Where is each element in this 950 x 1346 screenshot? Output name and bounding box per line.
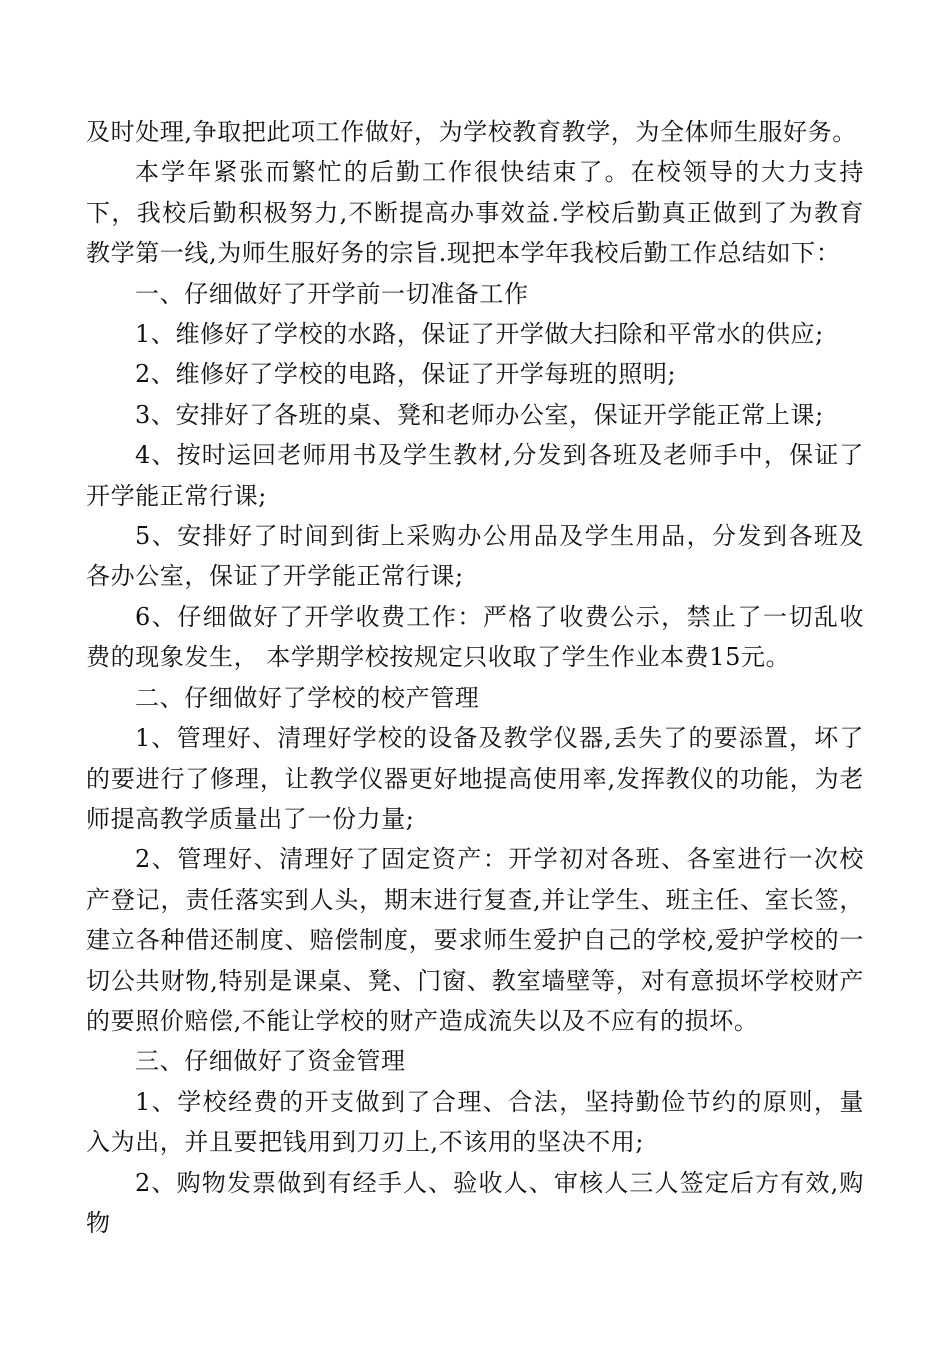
section-heading-3: 三、仔细做好了资金管理 xyxy=(135,1047,406,1076)
list-item-2-2: 2、管理好、清理好了固定资产：开学初对各班、各室进行一次校产登记，责任落实到人头，期末进行复查,并让学生、班主任、室长签，建立各种借还制度、赔偿制度，要求师生爱护自己的学校,爱护学校的一切公共财物,特别是课桌、凳、门窗、教室墙壁等，对有意损坏学校财产的要照价赔偿,不能让学校的财产造成流失以及不应有的损坏。 xyxy=(86,845,864,1035)
list-item-1-6: 6、仔细做好了开学收费工作：严格了收费公示，禁止了一切乱收费的现象发生， 本学期学校按规定只收取了学生作业本费15元。 xyxy=(86,602,864,672)
section-heading-2: 二、仔细做好了学校的校产管理 xyxy=(135,683,480,712)
list-item-1-1: 1、维修好了学校的水路，保证了开学做大扫除和平常水的供应; xyxy=(135,320,824,349)
paragraph-2: 本学年紧张而繁忙的后勤工作很快结束了。在校领导的大力支持下，我校后勤积极努力,不断提高办事效益.学校后勤真正做到了为教育教学第一线,为师生服好务的宗旨.现把本学年我校后勤工作总结如下： xyxy=(86,158,864,268)
list-item-3-2: 2、购物发票做到有经手人、验收人、审核人三人签定后方有效,购物 xyxy=(86,1168,864,1237)
list-item-2-1: 1、管理好、清理好学校的设备及教学仪器,丢失了的要添置，坏了的要进行了修理，让教学仪器更好地提高使用率,发挥教仪的功能，为老师提高教学质量出了一份力量; xyxy=(86,724,864,833)
list-item-3-1: 1、学校经费的开支做到了合理、合法，坚持勤俭节约的原则，量入为出，并且要把钱用到刀刃上,不该用的坚决不用; xyxy=(86,1087,864,1157)
document-page xyxy=(86,112,864,1243)
list-item-1-4: 4、按时运回老师用书及学生教材,分发到各班及老师手中，保证了开学能正常行课; xyxy=(86,441,864,510)
paragraph-1: 及时处理,争取把此项工作做好，为学校教育教学，为全体师生服好务。 xyxy=(86,118,857,146)
list-item-1-5: 5、安排好了时间到街上采购办公用品及学生用品，分发到各班及各办公室，保证了开学能正常行课; xyxy=(86,522,864,591)
section-heading-1: 一、仔细做好了开学前一切准备工作 xyxy=(135,279,529,308)
list-item-1-3: 3、安排好了各班的桌、凳和老师办公室，保证开学能正常上课; xyxy=(135,400,824,429)
list-item-1-2: 2、维修好了学校的电路，保证了开学每班的照明; xyxy=(135,360,677,389)
